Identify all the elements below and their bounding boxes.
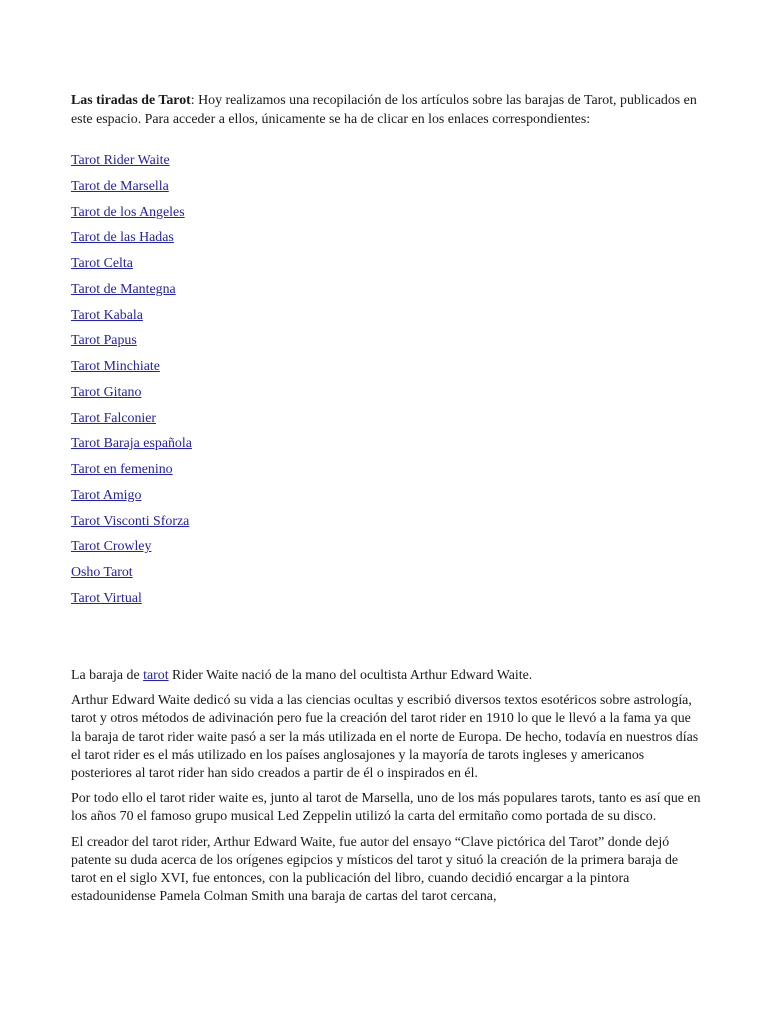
link-tarot-visconti-sforza[interactable]: Tarot Visconti Sforza <box>71 513 190 529</box>
link-tarot-gitano[interactable]: Tarot Gitano <box>71 384 142 400</box>
list-item <box>71 590 192 616</box>
article-paragraph-3: Por todo ello el tarot rider waite es, junto al tarot de Marsella, uno de los más populares tarots, tanto es así que en los años 70 el famoso grupo musical Led Zeppelin utilizó la carta del ermitaño como portada de su disco. <box>71 791 701 825</box>
link-tarot-amigo[interactable]: Tarot Amigo <box>71 487 142 503</box>
article-body <box>71 667 703 913</box>
list-item <box>71 564 192 590</box>
link-tarot-kabala[interactable]: Tarot Kabala <box>71 307 143 323</box>
link-tarot-rider-waite[interactable]: Tarot Rider Waite <box>71 153 170 168</box>
list-item <box>71 461 192 487</box>
link-tarot-en-femenino[interactable]: Tarot en femenino <box>71 462 173 477</box>
link-tarot-baraja-espanola[interactable]: Tarot Baraja española <box>71 436 192 452</box>
tarot-link-list <box>71 152 192 616</box>
link-tarot-minchiate[interactable]: Tarot Minchiate <box>71 359 160 374</box>
link-tarot-de-mantegna[interactable]: Tarot de Mantegna <box>71 281 176 297</box>
list-item <box>71 229 192 255</box>
list-item <box>71 332 192 358</box>
article-paragraph-1 <box>71 667 703 685</box>
list-item <box>71 358 192 384</box>
list-item <box>71 178 192 204</box>
document-page <box>71 92 703 905</box>
link-tarot-de-las-hadas[interactable]: Tarot de las Hadas <box>71 230 174 246</box>
list-item <box>71 255 192 281</box>
list-item <box>71 281 192 307</box>
list-item <box>71 487 192 513</box>
link-osho-tarot[interactable]: Osho Tarot <box>71 565 133 580</box>
link-tarot-de-marsella[interactable]: Tarot de Marsella <box>71 178 169 194</box>
list-item <box>71 513 192 539</box>
intro-paragraph <box>71 92 703 129</box>
article-paragraph-4: El creador del tarot rider, Arthur Edward Waite, fue autor del ensayo “Clave pictórica del Tarot” donde dejó patente su duda acerca de los orígenes egipcios y místicos del tarot y situó la creación de la primera baraja de tarot en el siglo XVI, fue entonces, con la publicación del libro, cuando decidió encargar a la pintora estadounidense Pamela Colman Smith una baraja de cartas del tarot cercana, <box>71 834 679 905</box>
link-tarot-falconier[interactable]: Tarot Falconier <box>71 410 157 426</box>
p1-after: Rider Waite nació de la mano del ocultista Arthur Edward Waite. <box>168 668 533 683</box>
link-tarot-celta[interactable]: Tarot Celta <box>71 256 133 271</box>
intro-text: Hoy realizamos una recopilación de los artículos sobre las barajas de Tarot, publicados en este espacio. Para acceder a ellos, únicamente se ha de clicar en los enlaces correspondientes: <box>71 93 697 127</box>
link-tarot-crowley[interactable]: Tarot Crowley <box>71 539 152 555</box>
article-paragraph-2: Arthur Edward Waite dedicó su vida a las ciencias ocultas y escribió diversos textos esotéricos sobre astrología, tarot y otros métodos de adivinación pero fue la creación del tarot rider en 1910 lo que le llevó a la fama ya que la baraja de tarot rider waite pasó a ser la más utilizada en el norte de Europa. De hecho, todavía en nuestros días el tarot rider es el más utilizado en los países anglosajones y la mayoría de tarots ingleses y americanos posteriores al tarot rider han sido creados a partir de él o inspirados en él. <box>71 693 699 782</box>
link-tarot-de-los-angeles[interactable]: Tarot de los Angeles <box>71 204 185 220</box>
link-tarot-papus[interactable]: Tarot Papus <box>71 333 137 349</box>
list-item <box>71 410 192 436</box>
link-tarot-virtual[interactable]: Tarot Virtual <box>71 590 142 606</box>
p1-before: La baraja de <box>71 668 144 683</box>
list-item <box>71 538 192 564</box>
list-item <box>71 204 192 230</box>
list-item <box>71 435 192 461</box>
intro-separator: : <box>190 93 195 108</box>
link-tarot-inline[interactable]: tarot <box>143 668 169 683</box>
list-item <box>71 307 192 333</box>
intro-title: Las tiradas de Tarot <box>71 93 191 108</box>
list-item <box>71 152 192 178</box>
list-item <box>71 384 192 410</box>
